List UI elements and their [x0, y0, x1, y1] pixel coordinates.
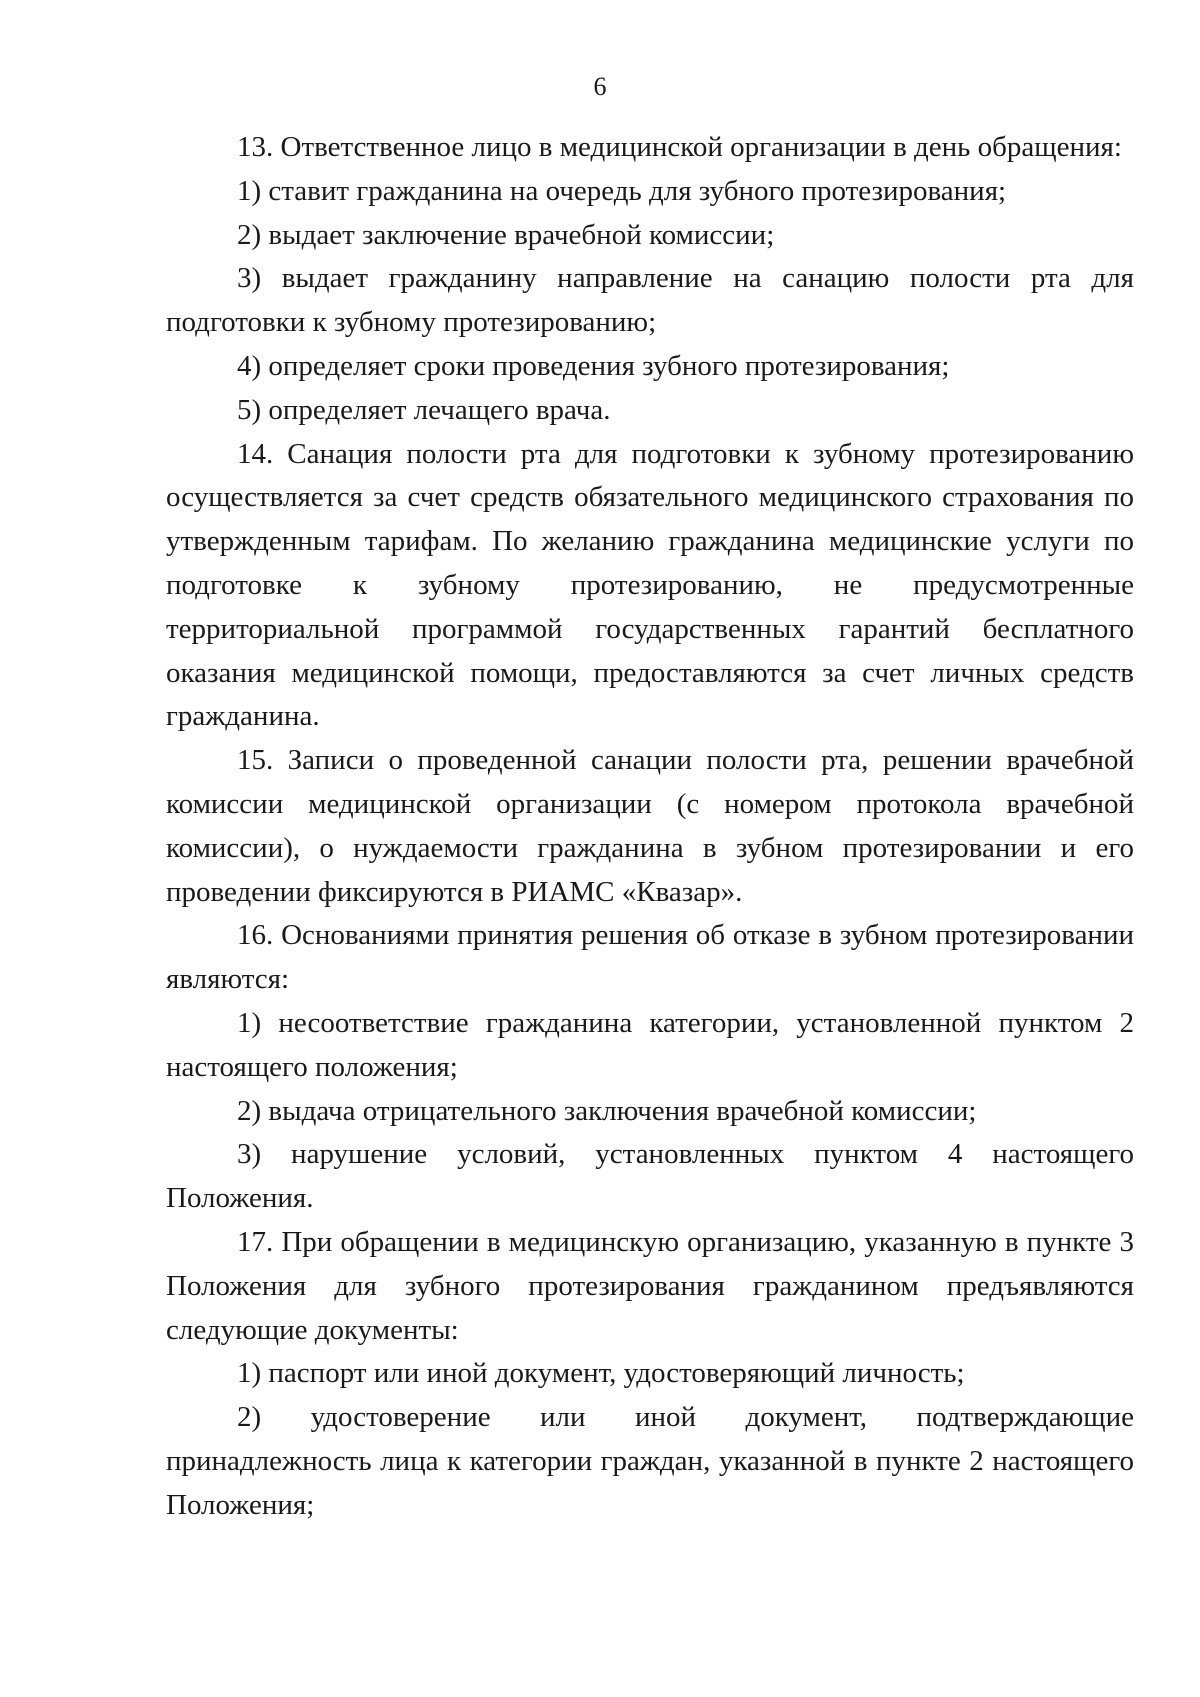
- list-item: 3) выдает гражданину направление на санацию полости рта для подготовки к зубному протезированию;: [166, 262, 1134, 339]
- list-item: 1) паспорт или иной документ, удостоверяющий личность;: [237, 1357, 965, 1390]
- paragraph-13: 13. Ответственное лицо в медицинской организации в день обращения:: [237, 131, 1122, 163]
- paragraph-15: 15. Записи о проведенной санации полости рта, решении врачебной комиссии медицинской организации (с номером протокола врачебной комиссии), о нуждаемости гражданина в зубном протезировании и его проведении фиксируются в РИАМС «Квазар».: [166, 744, 1134, 908]
- list-item: 3) нарушение условий, установленных пунктом 4 настоящего Положения.: [166, 1138, 1134, 1215]
- paragraph-17: 17. При обращении в медицинскую организацию, указанную в пункте 3 Положения для зубного протезирования гражданином предъявляются следующие документы:: [166, 1225, 1134, 1346]
- list-item: 1) ставит гражданина на очередь для зубного протезирования;: [237, 174, 1007, 207]
- list-item: 2) удостоверение или иной документ, подтверждающие принадлежность лица к категории граждан, указанной в пункте 2 настоящего Положения;: [166, 1401, 1134, 1521]
- paragraph-14: 14. Санация полости рта для подготовки к зубному протезированию осуществляется за счет средств обязательного медицинского страхования по утвержденным тарифам. По желанию гражданина медицинские услуги по подготовке к зубному протезированию, не предусмотренные территориальной программой государственных гарантий бесплатного оказания медицинской помощи, предоставляются за счет личных средств гражданина.: [166, 437, 1134, 733]
- list-item: 2) выдает заключение врачебной комиссии;: [237, 218, 775, 251]
- list-item: 4) определяет сроки проведения зубного протезирования;: [237, 349, 950, 382]
- list-item: 5) определяет лечащего врача.: [237, 393, 611, 426]
- paragraph-16: 16. Основаниями принятия решения об отказе в зубном протезировании являются:: [166, 919, 1134, 996]
- page-number: 6: [593, 72, 607, 101]
- document-body: [166, 126, 1134, 1528]
- list-item: 1) несоответствие гражданина категории, установленной пунктом 2 настоящего положения;: [166, 1006, 1134, 1083]
- list-item: 2) выдача отрицательного заключения врачебной комиссии;: [237, 1094, 977, 1127]
